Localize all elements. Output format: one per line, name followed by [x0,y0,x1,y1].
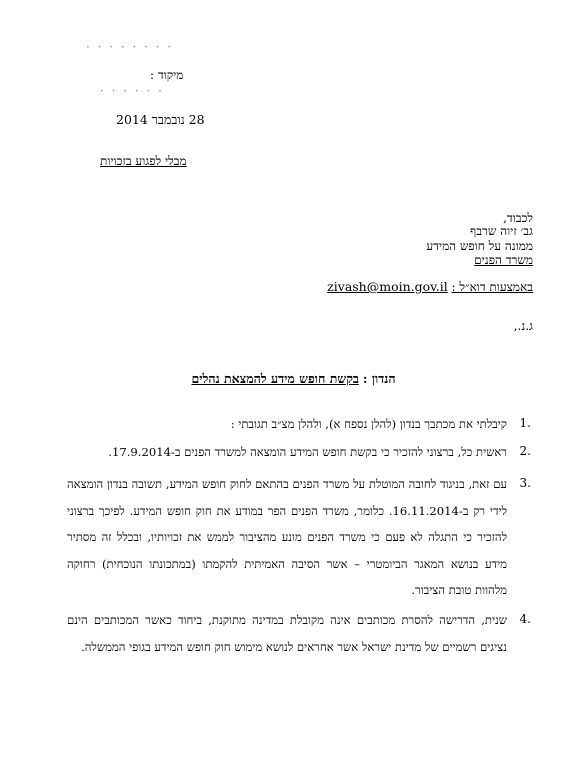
recipient-name: גב׳ זיוה שרבף [470,224,533,238]
paragraph-1: קיבלתי את מכתבך בנדון (להלן נספח א), ולהלן מצ״ב תגובתי : [230,417,507,431]
redacted-line-top: · · · · · · · · [86,40,174,54]
recipient-office: משרד הפנים [474,253,533,267]
paragraph-number-2: 2. [519,444,531,458]
redacted-line-bottom: · · · · · · [100,84,164,98]
subject-text: בקשת חופש מידע להמצאת נהלים [191,371,359,386]
paragraph-number-4: 4. [519,612,531,626]
recipient-email-link[interactable]: zivash@moin.gov.il [327,279,448,294]
paragraph-2: ראשית כל, ברצוני להזכיר כי בקשת חופש המידע הומצאה למשרד הפנים ב-17.9.2014. [108,445,507,459]
paragraph-number-1: 1. [519,416,531,430]
recipient-role: ממונה על חופש המידע [426,239,533,253]
subject-line [0,371,587,387]
paragraph-number-3: 3. [519,476,531,490]
letter-date: 28 נובמבר 2014 [116,112,205,127]
without-prejudice-header: מבלי לפגוע בזכויות [100,154,187,168]
via-email-line [327,279,533,295]
paragraph-3: עם זאת, בניגוד לחובה המוטלת על משרד הפנים בהתאם לחוק חופש המידע, תשובה בנדון הומצאה לידי רק ב-16.11.2014. כלומר, משרד הפנים הפר במודע את חוק חופש המידע. לפיכך ברצוני להזכיר כי התגלה לא פעם כי משרד הפנים מונע מהציבור לממש את זכויותיו, ובכלל זה מסתיר מידע בנושא המאגר הביומטרי – אשר הסיבה האמיתית להקמתו (במתכונתו הנוכחית) רחוקה מלהוות טובת הציבור. [67,477,508,598]
paragraph-4: שנית, הדרישה להסרת מכותבים אינה מקובלת במדינה מתוקנת, ביחוד כאשר המכותבים הינם נציגים רשמיים של מדינת ישראל אשר אחראים לנושא מימוש חוק חופש המידע בגופי הממשלה. [67,613,507,654]
salutation: ג.נ., [513,319,533,333]
postal-code-label: מיקוד : [150,68,184,82]
subject-label: הנדון : [362,371,396,386]
recipient-greeting: לכבוד, [503,211,533,225]
via-email-label: באמצעות דוא״ל : [451,280,533,294]
